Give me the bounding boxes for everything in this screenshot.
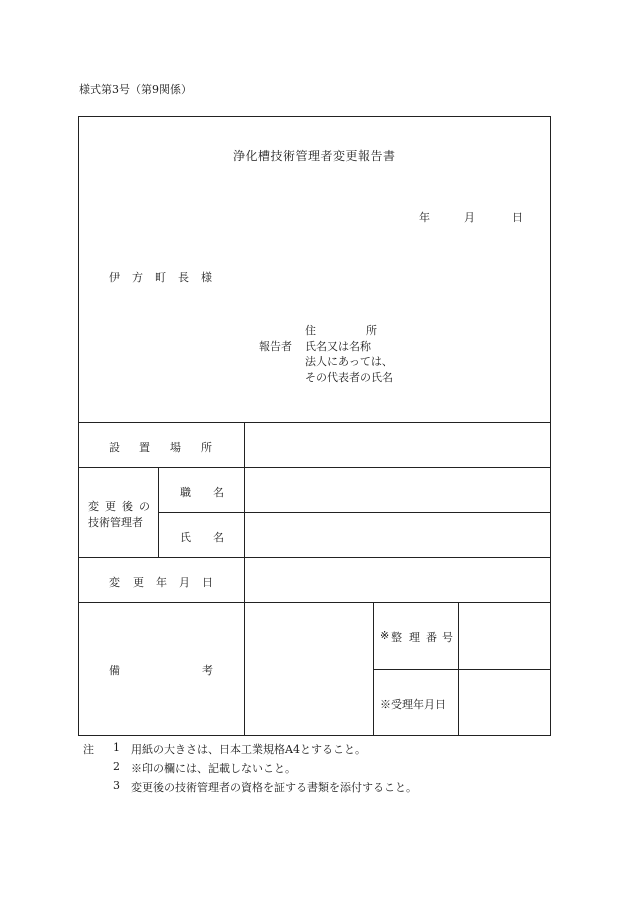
addressee-char: 伊 bbox=[109, 271, 120, 284]
position-label-char: 職 bbox=[180, 486, 191, 499]
manager-name-label-char: 名 bbox=[213, 531, 224, 544]
remarks-label-char: 考 bbox=[202, 664, 213, 677]
change-date-label-char: 変 bbox=[109, 576, 120, 589]
new-manager-label-line2: 技術管理者 bbox=[88, 516, 143, 529]
reporter-rep-label: その代表者の氏名 bbox=[305, 371, 393, 384]
notes-heading: 注 bbox=[83, 743, 94, 756]
location-label-char: 置 bbox=[139, 441, 150, 454]
form-title: 浄化槽技術管理者変更報告書 bbox=[233, 149, 396, 163]
change-date-label-char: 日 bbox=[202, 576, 213, 589]
date-year-field[interactable]: 年 bbox=[419, 211, 430, 224]
serial-number-label-char: 整 bbox=[391, 631, 402, 644]
divider bbox=[373, 669, 551, 670]
reporter-address-label: 所 bbox=[366, 324, 377, 337]
note-number: 3 bbox=[113, 779, 120, 792]
divider bbox=[244, 422, 245, 736]
divider bbox=[158, 512, 551, 513]
serial-number-label-char: 番 bbox=[426, 631, 437, 644]
divider bbox=[79, 467, 551, 468]
change-date-label-char: 年 bbox=[156, 576, 167, 589]
reporter-address-label: 住 bbox=[305, 324, 316, 337]
report-form-frame bbox=[78, 116, 551, 736]
location-label-char: 場 bbox=[170, 441, 181, 454]
reporter-label: 報告者 bbox=[259, 340, 292, 353]
change-date-label-char: 更 bbox=[133, 576, 144, 589]
serial-number-input[interactable] bbox=[460, 604, 549, 668]
office-use-mark: ※ bbox=[380, 629, 390, 642]
position-input[interactable] bbox=[246, 469, 549, 511]
date-day-field[interactable]: 日 bbox=[512, 211, 523, 224]
remarks-input[interactable] bbox=[246, 604, 371, 735]
serial-number-label-char: 号 bbox=[442, 631, 453, 644]
divider bbox=[79, 557, 551, 558]
location-input[interactable] bbox=[246, 424, 549, 466]
location-label-char: 所 bbox=[201, 441, 212, 454]
addressee-char: 方 bbox=[132, 271, 143, 284]
reporter-corp-label: 法人にあっては、 bbox=[305, 355, 393, 368]
serial-number-label-char: 理 bbox=[409, 631, 420, 644]
received-date-input[interactable] bbox=[460, 671, 549, 735]
note-text: ※印の欄には、記載しないこと。 bbox=[131, 762, 296, 775]
addressee-char: 長 bbox=[178, 271, 189, 284]
note-text: 用紙の大きさは、日本工業規格A4とすること。 bbox=[131, 743, 366, 756]
addressee-char: 町 bbox=[155, 271, 166, 284]
divider bbox=[373, 602, 374, 736]
addressee-char: 様 bbox=[201, 271, 212, 284]
divider bbox=[458, 602, 459, 736]
position-label-char: 名 bbox=[213, 486, 224, 499]
new-manager-label-char: 変 bbox=[88, 500, 99, 513]
manager-name-input[interactable] bbox=[246, 514, 549, 556]
divider bbox=[79, 422, 551, 423]
reporter-name-label: 氏名又は名称 bbox=[305, 340, 371, 353]
remarks-label-char: 備 bbox=[109, 664, 120, 677]
new-manager-label-char: 更 bbox=[105, 500, 116, 513]
divider bbox=[79, 602, 551, 603]
divider bbox=[158, 467, 159, 557]
location-label-char: 設 bbox=[109, 441, 120, 454]
note-number: 1 bbox=[113, 741, 120, 754]
received-date-label: ※受理年月日 bbox=[380, 698, 446, 711]
note-text: 変更後の技術管理者の資格を証する書類を添付すること。 bbox=[131, 781, 417, 794]
form-number: 様式第3号（第9関係） bbox=[79, 83, 192, 96]
manager-name-label-char: 氏 bbox=[180, 531, 191, 544]
note-number: 2 bbox=[113, 760, 120, 773]
new-manager-label-char: の bbox=[139, 500, 150, 513]
date-month-field[interactable]: 月 bbox=[464, 211, 475, 224]
new-manager-label-char: 後 bbox=[122, 500, 133, 513]
change-date-label-char: 月 bbox=[179, 576, 190, 589]
change-date-input[interactable] bbox=[246, 559, 549, 601]
